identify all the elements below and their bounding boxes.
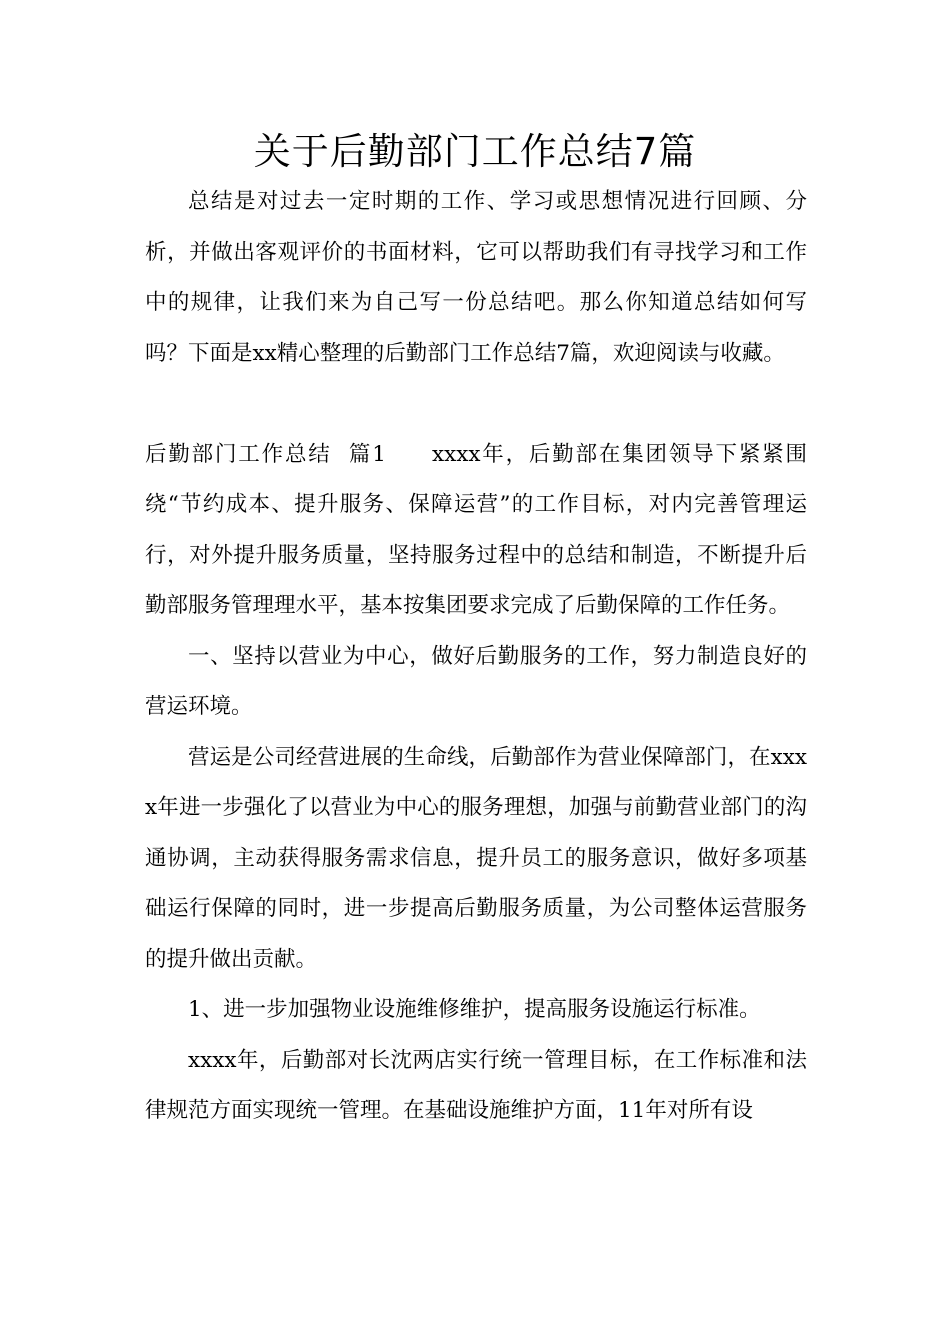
section-1-heading: 后勤部门工作总结 篇1	[145, 441, 386, 467]
document-title: 关于后勤部门工作总结7篇	[253, 130, 697, 173]
section-1-text: xxxx年，后勤部在集团领导下紧紧围绕“节约成本、提升服务、保障运营”的工作目标，对内完善管理运行，对外提升服务质量，坚持服务过程中的总结和制造，不断提升后勤部服务管理理水平，基本按集团要求完成了后勤保障的工作任务。	[145, 441, 807, 618]
paragraph-3: 1、进一步加强物业设施维修维护，提高服务设施运行标准。	[188, 997, 761, 1022]
paragraph-1: 一、坚持以营业为中心，做好后勤服务的工作，努力制造良好的营运环境。	[145, 643, 807, 719]
paragraph-4: xxxx年，后勤部对长沈两店实行统一管理目标，在工作标准和法律规范方面实现统一管理。在基础设施维护方面，11年对所有设	[145, 1047, 807, 1123]
intro-paragraph: 总结是对过去一定时期的工作、学习或思想情况进行回顾、分析，并做出客观评价的书面材料，它可以帮助我们有寻找学习和工作中的规律，让我们来为自己写一份总结吧。那么你知道总结如何写吗？下面是xx精心整理的后勤部门工作总结7篇，欢迎阅读与收藏。	[145, 189, 807, 366]
blank-line	[145, 379, 807, 430]
section-1-paragraph	[145, 430, 807, 632]
document-body	[145, 177, 807, 1137]
paragraph-2: 营运是公司经营进展的生命线，后勤部作为营业保障部门，在xxxx年进一步强化了以营业为中心的服务理想，加强与前勤营业部门的沟通协调，主动获得服务需求信息，提升员工的服务意识，做好多项基础运行保障的同时，进一步提高后勤服务质量，为公司整体运营服务的提升做出贡献。	[145, 744, 807, 972]
